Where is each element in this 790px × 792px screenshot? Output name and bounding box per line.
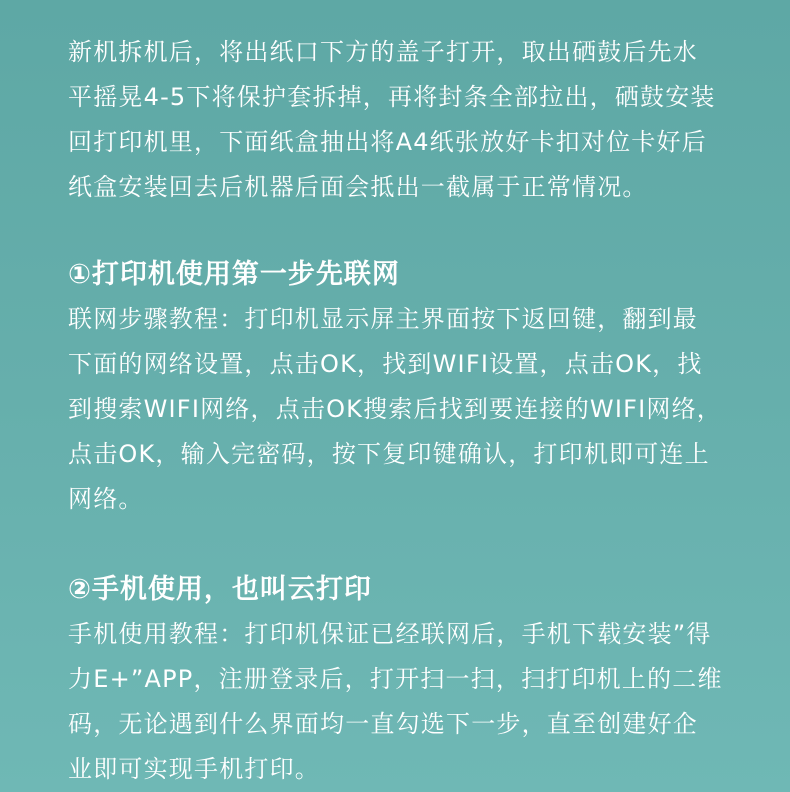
section-network-heading: ①打印机使用第一步先联网 [68,259,400,290]
instructions-content [68,30,728,792]
intro-paragraph: 新机拆机后，将出纸口下方的盖子打开，取出硒鼓后先水 平摇晃4-5下将保护套拆掉，再将封条全部拉出，硒鼓安装 回打印机里，下面纸盒抽出将A4纸张放好卡扣对位卡好后 纸盒安装回去后机器后面会抵出一截属于正常情况。 [68,38,716,201]
section-network-body: 联网步骤教程：打印机显示屏主界面按下返回键，翻到最 下面的网络设置，点击OK，找到WIFI设置，点击OK，找 到搜索WIFI网络，点击OK搜索后找到要连接的WIFI网络， 点击OK，输入完密码，按下复印键确认，打印机即可连上 网络。 [68,305,723,513]
section-cloud-print-heading: ②手机使用，也叫云打印 [68,574,372,605]
section-cloud-print-body: 手机使用教程：打印机保证已经联网后，手机下载安装”得 力E+”APP，注册登录后，打开扫一扫，扫打印机上的二维 码，无论遇到什么界面均一直勾选下一步，直至创建好企 业即可实现手机打印。 [68,620,723,783]
